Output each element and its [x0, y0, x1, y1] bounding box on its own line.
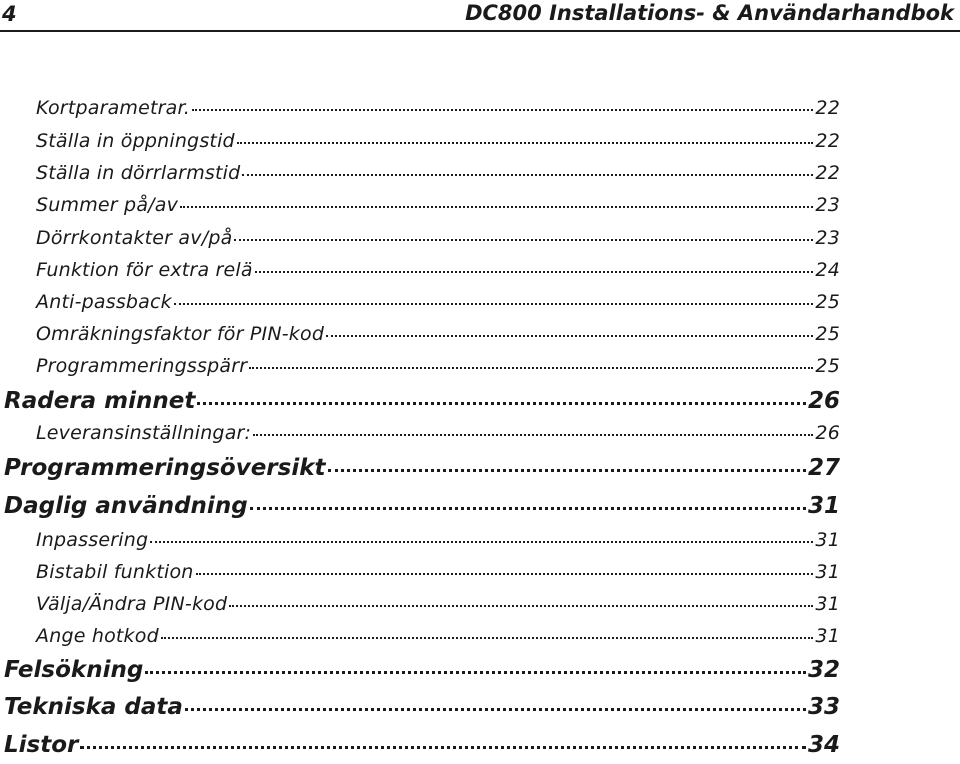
dot-leader [237, 142, 814, 144]
toc-entry-label: Daglig användning [4, 493, 248, 519]
toc-entry-page: 31 [815, 625, 840, 647]
toc-entry-page: 22 [815, 130, 840, 152]
toc-entry[interactable] [36, 323, 840, 345]
toc-entry[interactable] [4, 732, 840, 758]
dot-leader [249, 367, 813, 369]
toc-entry-page: 32 [807, 657, 840, 683]
page-number: 4 [2, 2, 17, 26]
toc-entry-label: Kortparametrar. [36, 97, 191, 119]
toc-entry[interactable] [36, 291, 840, 313]
toc-entry-page: 31 [807, 493, 840, 519]
toc-entry[interactable] [4, 493, 840, 519]
toc-entry-label: Anti-passback [36, 291, 172, 313]
toc-entry-label: Programmeringsöversikt [4, 455, 326, 481]
dot-leader [250, 507, 806, 510]
dot-leader [192, 109, 813, 111]
dot-leader [255, 271, 814, 273]
toc-entry[interactable] [4, 657, 840, 683]
toc-entry[interactable] [36, 561, 840, 583]
toc-entry-page: 26 [807, 388, 840, 414]
toc-entry[interactable] [36, 97, 840, 119]
toc-entry[interactable] [36, 593, 840, 615]
toc-entry-page: 23 [815, 194, 840, 216]
dot-leader [229, 605, 813, 607]
toc-entry-page: 25 [815, 323, 840, 345]
toc-entry-page: 33 [807, 694, 840, 720]
dot-leader [242, 174, 813, 176]
toc-entry[interactable] [4, 694, 840, 720]
toc-entry-label: Omräkningsfaktor för PIN-kod [36, 323, 325, 345]
toc-entry[interactable] [4, 455, 840, 481]
toc-entry[interactable] [36, 227, 840, 249]
toc-entry[interactable] [4, 388, 840, 414]
page-header [0, 0, 960, 32]
dot-leader [328, 469, 806, 472]
toc-entry-label: Tekniska data [4, 694, 183, 720]
toc-entry-label: Välja/Ändra PIN-kod [36, 593, 228, 615]
toc-entry-label: Ställa in dörrlarmstid [36, 162, 241, 184]
toc-entry[interactable] [36, 422, 840, 444]
toc-entry-page: 25 [815, 355, 840, 377]
toc-entry-label: Felsökning [4, 657, 144, 683]
dot-leader [161, 637, 814, 639]
toc-entry-label: Listor [4, 732, 79, 758]
toc-entry-label: Leveransinställningar: [36, 422, 252, 444]
toc-entry-label: Summer på/av [36, 194, 179, 216]
toc-entry-page: 31 [815, 561, 840, 583]
dot-leader [150, 541, 813, 543]
header-divider [0, 30, 960, 32]
dot-leader [185, 708, 806, 711]
dot-leader [80, 746, 806, 749]
toc-entry[interactable] [36, 130, 840, 152]
toc-entry-label: Funktion för extra relä [36, 259, 253, 281]
toc-entry-label: Ange hotkod [36, 625, 159, 647]
toc-entry-page: 31 [815, 529, 840, 551]
toc-entry-label: Radera minnet [4, 388, 196, 414]
dot-leader [234, 239, 813, 241]
dot-leader [196, 573, 814, 575]
dot-leader [326, 335, 813, 337]
toc-entry-page: 22 [815, 162, 840, 184]
toc-entry[interactable] [36, 529, 840, 551]
toc-entry-page: 31 [815, 593, 840, 615]
toc-entry[interactable] [36, 625, 840, 647]
toc-entry[interactable] [36, 259, 840, 281]
dot-leader [145, 671, 806, 674]
toc-entry-page: 24 [815, 259, 840, 281]
toc-entry-page: 22 [815, 97, 840, 119]
toc-entry[interactable] [36, 162, 840, 184]
toc-entry-label: Dörrkontakter av/på [36, 227, 233, 249]
document-title: DC800 Installations- & Användarhandbok [465, 1, 954, 25]
toc-entry-page: 27 [807, 455, 840, 481]
toc-entry-label: Bistabil funktion [36, 561, 194, 583]
dot-leader [174, 303, 814, 305]
toc-entry-label: Inpassering [36, 529, 149, 551]
toc-entry-label: Ställa in öppningstid [36, 130, 235, 152]
toc-entry-page: 23 [815, 227, 840, 249]
toc-entry-page: 34 [807, 732, 840, 758]
dot-leader [180, 206, 813, 208]
toc-entry[interactable] [36, 194, 840, 216]
toc-entry[interactable] [36, 355, 840, 377]
toc-entry-page: 25 [815, 291, 840, 313]
toc-entry-page: 26 [815, 422, 840, 444]
toc-entry-label: Programmeringsspärr [36, 355, 248, 377]
dot-leader [253, 434, 813, 436]
dot-leader [197, 402, 806, 405]
